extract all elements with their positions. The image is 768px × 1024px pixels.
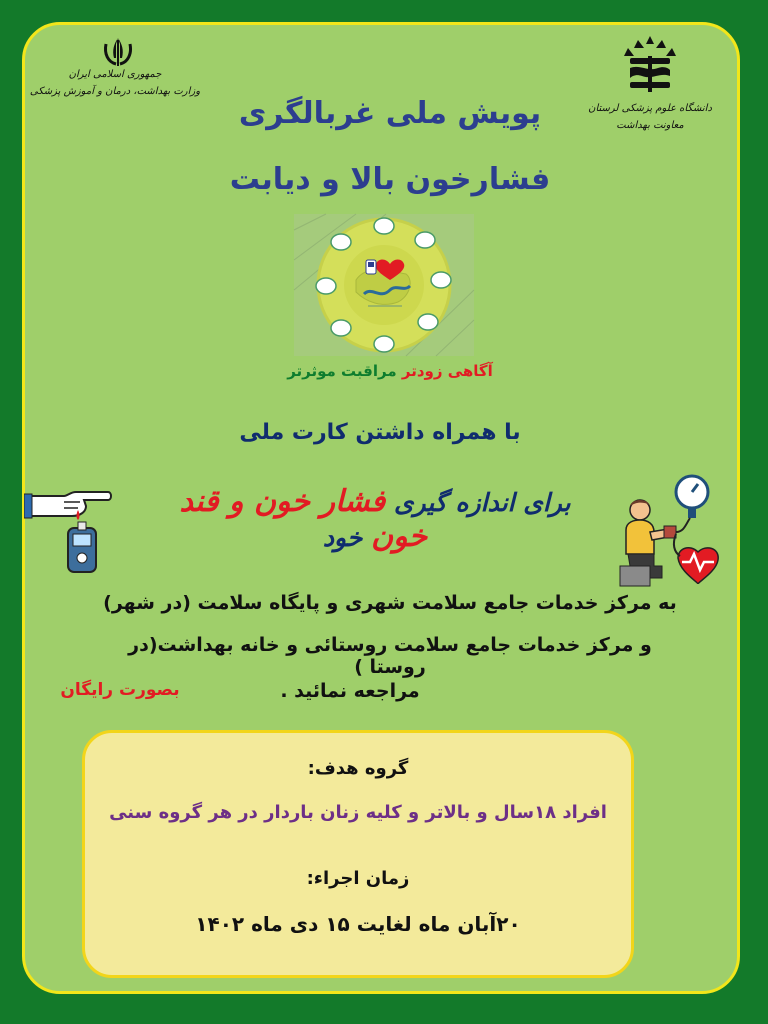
card-line: با همراه داشتن کارت ملی: [239, 420, 521, 445]
measure-line: [150, 484, 600, 554]
target-group-title: گروه هدف:: [307, 758, 409, 779]
campaign-logo-icon: [286, 210, 482, 360]
title-line1: پویش ملی غربالگری: [238, 96, 542, 131]
measure-prefix: برای اندازه گیری: [393, 488, 571, 517]
blood-pressure-icon: [614, 474, 724, 594]
university-line2: معاونت بهداشت: [616, 120, 684, 131]
address-line1: به مرکز خدمات جامع سلامت شهری و پایگاه سلامت (در شهر): [103, 592, 677, 614]
target-group-text: افراد ۱۸سال و بالاتر و کلیه زنان باردار در هر گروه سنی: [109, 802, 607, 823]
university-logo-icon: [618, 34, 682, 98]
glucometer-hand-icon: [24, 480, 124, 574]
university-text: [580, 100, 720, 134]
ministry-line2: وزارت بهداشت، درمان و آموزش پزشکی: [29, 86, 201, 97]
ministry-line1: جمهوری اسلامی ایران: [68, 69, 162, 80]
slogan-part2: مراقبت موثرتر: [287, 362, 397, 380]
university-line1: دانشگاه علوم پزشکی لرستان: [588, 103, 712, 114]
ministry-text: [20, 66, 210, 100]
execution-time-title: زمان اجراء:: [306, 868, 410, 889]
slogan-part1: آگاهی زودتر: [401, 362, 493, 380]
address-line3: مراجعه نمائید .: [280, 680, 420, 702]
measure-highlight: فشار خون و قند خون: [179, 484, 428, 554]
free-label: بصورت رایگان: [60, 680, 180, 700]
execution-time-text: ۲۰آبان ماه لغایت ۱۵ دی ماه ۱۴۰۲: [195, 912, 521, 936]
title-line2: فشارخون بالا و دیابت: [229, 162, 551, 197]
measure-suffix: خود: [322, 523, 363, 552]
address-line2: و مرکز خدمات جامع سلامت روستائی و خانه بهداشت(در روستا ): [128, 634, 652, 678]
slogan: [240, 362, 540, 380]
